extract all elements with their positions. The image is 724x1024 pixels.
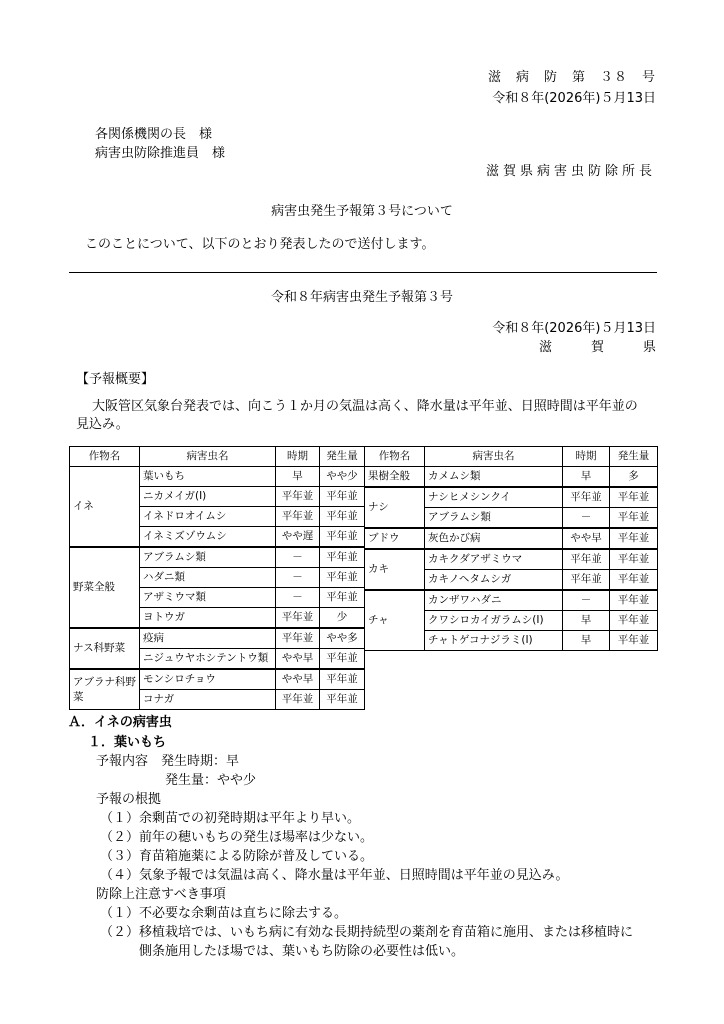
pest-name-cell: コナガ [140,690,276,710]
control-item-2: （２）移植栽培では、いもち病に有効な長期持続型の薬剤を育苗箱に施用、または移植時に [100,925,634,940]
section-a-heading: Ａ．イネの病害虫 [68,715,172,730]
pest-name-cell: モンシロチョウ [140,669,276,690]
amount-cell: やや少 [320,467,365,487]
pest-name-cell: 疫病 [140,628,276,649]
table-row [70,669,365,690]
forecast-table-left [69,446,365,710]
header-period: 時期 [276,447,320,467]
pest-name-cell: 灰色かび病 [425,528,563,549]
basis-item-2: （２）前年の穂いもちの発生ほ場率は少ない。 [100,830,374,845]
forecast-amount: 発生量：やや少 [165,773,257,788]
amount-cell: 平年並 [610,570,658,591]
pest-name-cell: イネドロオイムシ [140,507,276,527]
amount-cell: 平年並 [320,568,365,588]
pest-name-cell: 葉いもち [140,467,276,487]
header-pest: 病害虫名 [140,447,276,467]
cover-subject: 病害虫発生予報第３号について [271,204,453,219]
period-cell: 平年並 [563,570,610,591]
crop-name-cell: 果樹全般 [365,467,425,488]
period-cell: 平年並 [276,628,320,649]
amount-cell: 平年並 [320,649,365,670]
document-date: 令和８年(2026年)５月13日 [492,91,656,106]
basis-heading: 予報の根拠 [96,792,162,807]
header-period: 時期 [563,447,610,467]
period-cell: 平年並 [276,608,320,629]
crop-name-cell: 野菜全般 [70,547,140,628]
table-row [365,487,658,508]
pest-name-cell: カンザワハダニ [425,590,563,611]
period-cell: 平年並 [563,549,610,570]
pest-name-cell: アザミウマ類 [140,588,276,608]
pest-name-cell: ヨトウガ [140,608,276,629]
crop-name-cell: ナシ [365,487,425,528]
pest-name-cell: カキクダアザミウマ [425,549,563,570]
item-1-heading: １．葉いもち [88,735,167,750]
table-row [365,467,658,488]
pest-name-cell: イネミズゾウムシ [140,527,276,548]
amount-cell: 平年並 [320,487,365,507]
crop-name-cell: チャ [365,590,425,651]
overview-line-2: 見込み。 [76,417,129,432]
amount-cell: 平年並 [320,588,365,608]
table-row [70,547,365,568]
crop-name-cell: ナス科野菜 [70,628,140,669]
forecast-table-right [364,446,658,651]
basis-item-3: （３）育苗箱施薬による防除が普及している。 [100,849,374,864]
amount-cell: やや多 [320,628,365,649]
pest-name-cell: カメムシ類 [425,467,563,488]
amount-cell: 平年並 [610,631,658,651]
period-cell: 平年並 [563,487,610,508]
header-crop: 作物名 [365,447,425,467]
crop-name-cell: ブドウ [365,528,425,549]
period-cell: 早 [276,467,320,487]
header-amount: 発生量 [320,447,365,467]
amount-cell: 平年並 [320,527,365,548]
crop-name-cell: カキ [365,549,425,590]
crop-name-cell: イネ [70,467,140,548]
pest-name-cell: ハダニ類 [140,568,276,588]
period-cell: － [276,568,320,588]
amount-cell: 平年並 [320,507,365,527]
report-title: 令和８年病害虫発生予報第３号 [270,290,453,305]
forecast-period: 予報内容 発生時期：早 [96,754,240,769]
period-cell: やや遅 [276,527,320,548]
table-row [365,549,658,570]
control-item-1: （１）不必要な余剰苗は直ちに除去する。 [100,906,348,921]
pest-name-cell: クワシロカイガラムシ(Ⅰ) [425,611,563,631]
cover-body: このことについて、以下のとおり発表したので送付します。 [85,237,435,252]
overview-line-1: 大阪管区気象台発表では、向こう１か月の気温は高く、降水量は平年並、日照時間は平年並の [92,399,638,414]
period-cell: － [563,508,610,529]
amount-cell: 平年並 [610,611,658,631]
period-cell: 早 [563,611,610,631]
table-header-row [365,447,658,467]
period-cell: － [276,588,320,608]
amount-cell: 平年並 [610,487,658,508]
header-amount: 発生量 [610,447,658,467]
amount-cell: 平年並 [610,528,658,549]
amount-cell: 少 [320,608,365,629]
amount-cell: 平年並 [610,549,658,570]
table-header-row [70,447,365,467]
amount-cell: 平年並 [320,547,365,568]
period-cell: 早 [563,467,610,488]
period-cell: 平年並 [276,690,320,710]
pest-name-cell: ナシヒメシンクイ [425,487,563,508]
report-place: 滋 賀 県 [538,340,656,355]
amount-cell: 平年並 [320,690,365,710]
overview-heading: 【予報概要】 [76,372,155,387]
period-cell: やや早 [276,649,320,670]
amount-cell: 平年並 [610,508,658,529]
divider-line [69,272,657,273]
period-cell: やや早 [276,669,320,690]
report-date: 令和８年(2026年)５月13日 [492,321,656,336]
pest-name-cell: ニカメイガ(Ⅰ) [140,487,276,507]
control-heading: 防除上注意すべき事項 [96,887,226,902]
basis-item-1: （１）余剰苗での初発時期は平年より早い。 [100,811,361,826]
crop-name-cell: アブラナ科野菜 [70,669,140,710]
pest-name-cell: ニジュウヤホシテントウ類 [140,649,276,670]
period-cell: － [276,547,320,568]
pest-name-cell: アブラムシ類 [425,508,563,529]
basis-item-4: （４）気象予報では気温は高く、降水量は平年並、日照時間は平年並の見込み。 [100,868,569,883]
amount-cell: 平年並 [610,590,658,611]
pest-name-cell: チャトゲコナジラミ(Ⅰ) [425,631,563,651]
period-cell: 平年並 [276,507,320,527]
period-cell: 平年並 [276,487,320,507]
period-cell: 早 [563,631,610,651]
table-row [70,467,365,487]
control-item-2-cont: 側条施用したほ場では、葉いもち防除の必要性は低い。 [100,944,465,959]
header-crop: 作物名 [70,447,140,467]
amount-cell: 多 [610,467,658,488]
pest-name-cell: アブラムシ類 [140,547,276,568]
amount-cell: 平年並 [320,669,365,690]
document-number: 滋 病 防 第 ３８ 号 [487,70,656,85]
recipient-line-1: 各関係機関の長 様 [95,127,213,142]
period-cell: － [563,590,610,611]
pest-name-cell: カキノヘタムシガ [425,570,563,591]
header-pest: 病害虫名 [425,447,563,467]
table-row [365,590,658,611]
table-row [365,528,658,549]
table-row [70,628,365,649]
recipient-line-2: 病害虫防除推進員 様 [95,146,226,161]
period-cell: やや早 [563,528,610,549]
sender-name: 滋賀県病害虫防除所長 [485,164,656,179]
